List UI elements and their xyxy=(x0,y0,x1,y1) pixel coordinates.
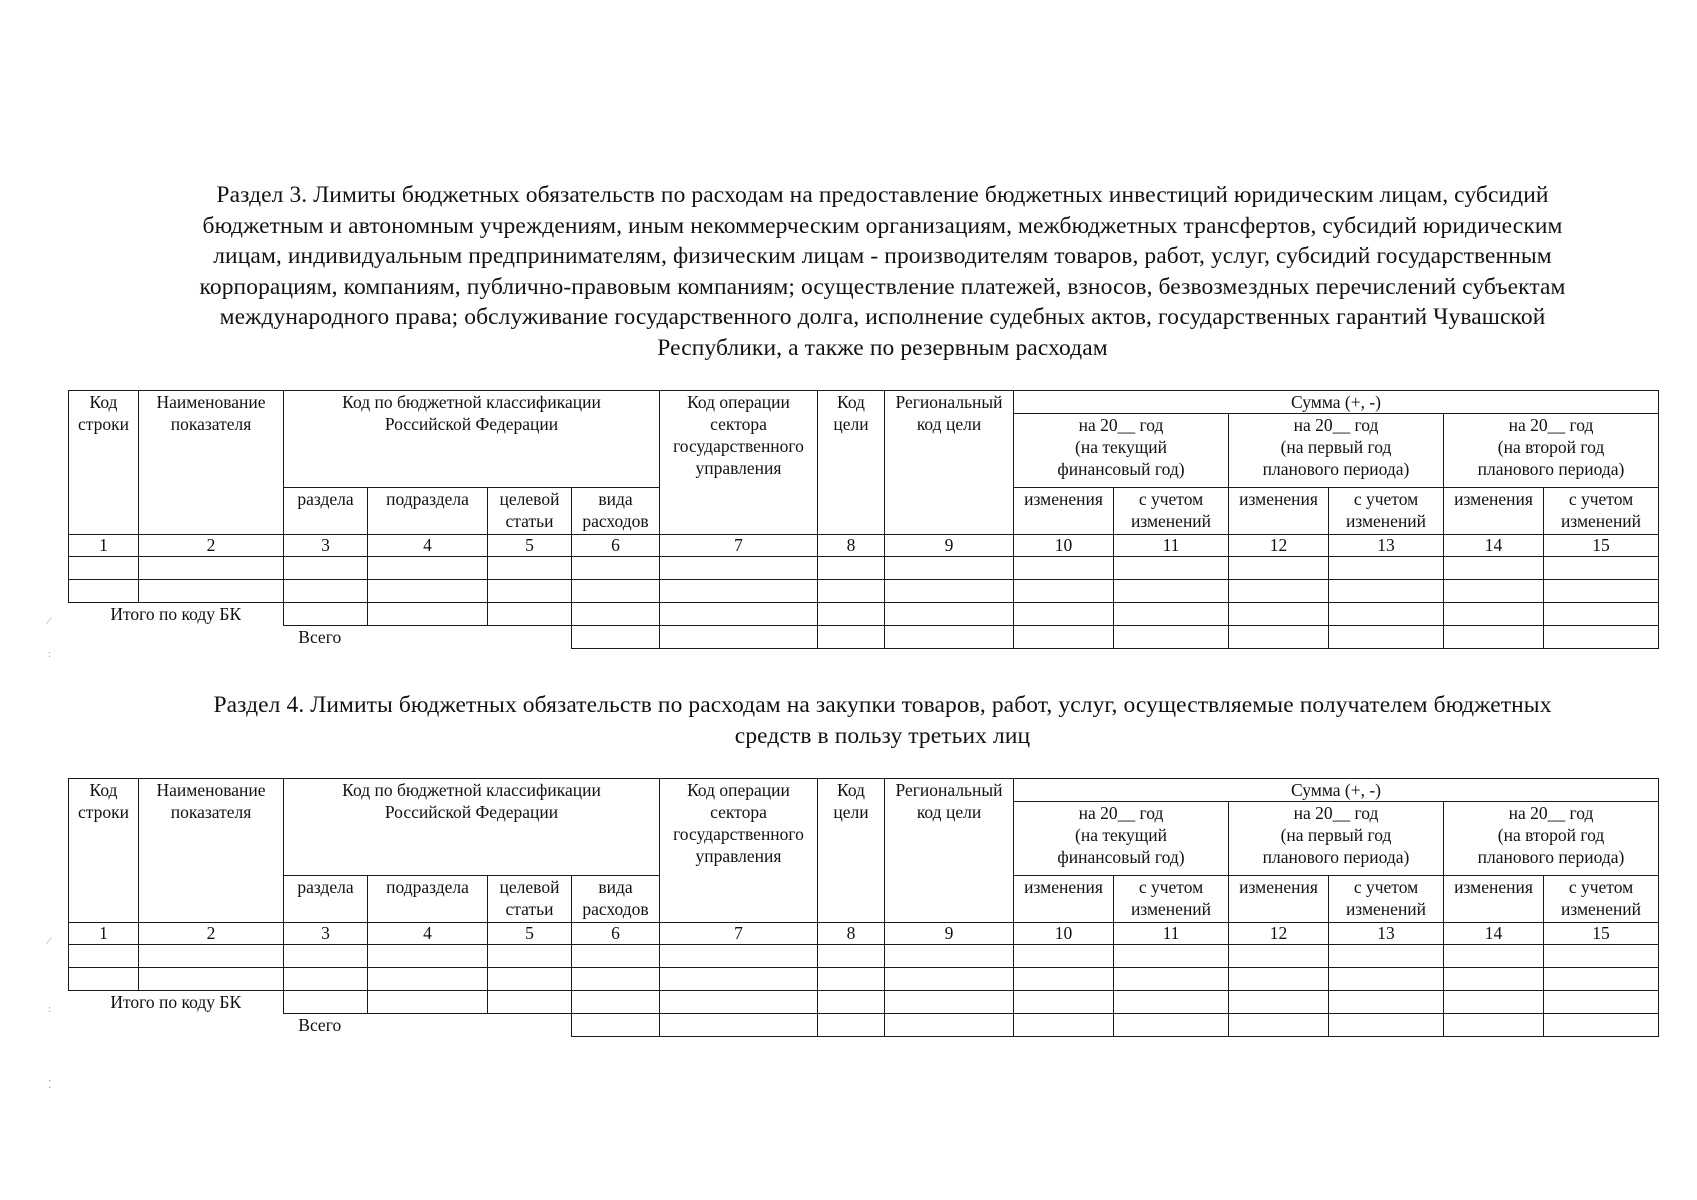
header-izmeneniya: изменения xyxy=(1229,488,1329,535)
table-cell[interactable] xyxy=(1444,1014,1544,1037)
header-text: код цели xyxy=(916,414,982,434)
table-cell[interactable] xyxy=(488,580,572,603)
header-text: Наименование xyxy=(156,780,266,800)
column-number: 14 xyxy=(1444,923,1544,945)
header-text: финансовый год) xyxy=(1057,847,1185,867)
table-cell[interactable] xyxy=(1444,626,1544,649)
table-cell[interactable] xyxy=(1229,557,1329,580)
column-number: 1 xyxy=(69,923,139,945)
header-period-current xyxy=(1014,414,1229,488)
column-number: 8 xyxy=(818,535,885,557)
header-text: изменений xyxy=(1345,899,1427,919)
table-cell[interactable] xyxy=(1544,945,1659,968)
table-cell[interactable] xyxy=(1444,557,1544,580)
header-period-first xyxy=(1229,414,1444,488)
table-cell[interactable] xyxy=(818,603,885,626)
header-izmeneniya: изменения xyxy=(1014,876,1114,923)
vsego-label: Всего xyxy=(298,1015,342,1035)
itogo-row xyxy=(69,603,1659,626)
table-cell[interactable] xyxy=(572,945,660,968)
header-text: на 20__ год xyxy=(1293,803,1379,823)
column-number: 1 xyxy=(69,535,139,557)
header-text: на 20__ год xyxy=(1508,803,1594,823)
table-cell[interactable] xyxy=(1544,603,1659,626)
header-izmeneniya: изменения xyxy=(1014,488,1114,535)
column-number: 15 xyxy=(1544,923,1659,945)
title-line: корпорациям, компаниям, публично-правовым компаниям; осуществление платежей, взносов, безвозмездных перечислений субъектам xyxy=(199,273,1566,300)
vsego-label: Всего xyxy=(298,627,342,647)
table-cell[interactable] xyxy=(1014,968,1114,991)
table-cell[interactable] xyxy=(488,991,572,1014)
section-4-table xyxy=(68,778,1659,1037)
header-text: Код xyxy=(89,392,118,412)
table-cell[interactable] xyxy=(1329,968,1444,991)
table-cell[interactable] xyxy=(885,557,1014,580)
header-text: государственного xyxy=(673,436,804,456)
header-text: цели xyxy=(833,414,869,434)
table-cell[interactable] xyxy=(488,557,572,580)
section-4-title xyxy=(105,690,1660,751)
header-text: Региональный xyxy=(895,392,1003,412)
column-number: 15 xyxy=(1544,535,1659,557)
header-kod-stroki xyxy=(69,391,139,535)
header-vida-rashodov xyxy=(572,876,660,923)
column-number-row xyxy=(69,535,1659,557)
header-razdela: раздела xyxy=(284,488,368,535)
scan-mark: ˸ xyxy=(48,1005,52,1017)
table-cell[interactable] xyxy=(1229,580,1329,603)
column-number: 6 xyxy=(572,923,660,945)
scan-mark: ⁚ xyxy=(48,1079,52,1091)
table-cell[interactable] xyxy=(1014,603,1114,626)
header-text: (на второй год xyxy=(1497,437,1605,457)
table-cell[interactable] xyxy=(1014,991,1114,1014)
column-number: 2 xyxy=(139,535,284,557)
header-text: Региональный xyxy=(895,780,1003,800)
table-row xyxy=(69,557,1659,580)
title-line: Раздел 3. Лимиты бюджетных обязательств по расходам на предоставление бюджетных инвестиций юридическим лицам, субсидий xyxy=(216,182,1549,208)
table-cell[interactable] xyxy=(368,557,488,580)
header-celevoy-stati xyxy=(488,488,572,535)
table-cell[interactable] xyxy=(1114,991,1229,1014)
table-cell[interactable] xyxy=(572,968,660,991)
table-cell[interactable] xyxy=(284,991,368,1014)
table-cell[interactable] xyxy=(1329,626,1444,649)
table-cell[interactable] xyxy=(1444,945,1544,968)
header-text: вида xyxy=(598,489,633,509)
table-cell[interactable] xyxy=(284,580,368,603)
table-cell[interactable] xyxy=(660,603,818,626)
column-number: 13 xyxy=(1329,923,1444,945)
table-cell[interactable] xyxy=(368,991,488,1014)
table-cell[interactable] xyxy=(885,968,1014,991)
header-text: показателя xyxy=(170,802,252,822)
header-text: планового периода) xyxy=(1262,459,1410,479)
table-cell[interactable] xyxy=(368,580,488,603)
table-cell[interactable] xyxy=(572,626,660,649)
header-text: расходов xyxy=(582,511,649,531)
column-number: 7 xyxy=(660,923,818,945)
header-text: строки xyxy=(78,802,129,822)
header-period-second xyxy=(1444,414,1659,488)
table-cell[interactable] xyxy=(1229,945,1329,968)
header-text: изменений xyxy=(1560,899,1642,919)
header-text: Код xyxy=(89,780,118,800)
table-row xyxy=(69,580,1659,603)
header-kod-celi xyxy=(818,779,885,923)
table-cell[interactable] xyxy=(1014,580,1114,603)
header-text: Код xyxy=(837,392,865,412)
header-naimenovanie xyxy=(139,779,284,923)
table-cell[interactable] xyxy=(139,968,284,991)
table-cell[interactable] xyxy=(1014,557,1114,580)
table-cell[interactable] xyxy=(1544,557,1659,580)
header-text: планового периода) xyxy=(1477,459,1625,479)
table-cell[interactable] xyxy=(488,603,572,626)
header-text: изменений xyxy=(1345,511,1427,531)
header-izmeneniya: изменения xyxy=(1444,488,1544,535)
column-number: 4 xyxy=(368,923,488,945)
header-summa: Сумма (+, -) xyxy=(1014,779,1659,802)
table-cell[interactable] xyxy=(1444,991,1544,1014)
column-number: 11 xyxy=(1114,535,1229,557)
header-text: с учетом xyxy=(1568,489,1634,509)
table-cell[interactable] xyxy=(885,603,1014,626)
table-cell[interactable] xyxy=(660,626,818,649)
table-row xyxy=(69,945,1659,968)
table-cell[interactable] xyxy=(69,968,139,991)
table-cell[interactable] xyxy=(488,945,572,968)
table-cell[interactable] xyxy=(572,1014,660,1037)
header-text: Российской Федерации xyxy=(384,414,559,434)
table-cell[interactable] xyxy=(1444,603,1544,626)
table-cell[interactable] xyxy=(284,968,368,991)
table-cell[interactable] xyxy=(1229,626,1329,649)
header-text: с учетом xyxy=(1353,489,1419,509)
header-text: целевой xyxy=(499,489,560,509)
column-number: 12 xyxy=(1229,923,1329,945)
title-line: международного права; обслуживание государственного долга, исполнение судебных актов, государственных гарантий Чувашской xyxy=(219,304,1546,330)
itogo-label: Итого по коду БК xyxy=(110,992,242,1012)
table-cell[interactable] xyxy=(368,945,488,968)
column-number: 14 xyxy=(1444,535,1544,557)
column-number: 5 xyxy=(488,923,572,945)
table-cell[interactable] xyxy=(1544,1014,1659,1037)
table-cell[interactable] xyxy=(885,626,1014,649)
header-period-current xyxy=(1014,802,1229,876)
table-cell[interactable] xyxy=(488,968,572,991)
table-cell[interactable] xyxy=(1444,580,1544,603)
table-cell[interactable] xyxy=(818,557,885,580)
header-text: целевой xyxy=(499,877,560,897)
header-text: код цели xyxy=(916,802,982,822)
table-cell[interactable] xyxy=(660,945,818,968)
table-cell[interactable] xyxy=(1114,968,1229,991)
table-cell[interactable] xyxy=(818,1014,885,1037)
header-text: изменений xyxy=(1130,511,1212,531)
header-text: Код по бюджетной классификации xyxy=(342,392,601,412)
table-cell[interactable] xyxy=(818,968,885,991)
itogo-row xyxy=(69,991,1659,1014)
column-number: 3 xyxy=(284,923,368,945)
header-s-uchetom xyxy=(1544,876,1659,923)
header-text: сектора xyxy=(710,414,767,434)
table-cell[interactable] xyxy=(818,991,885,1014)
header-text: Код операции xyxy=(687,392,790,412)
header-izmeneniya: изменения xyxy=(1444,876,1544,923)
header-text: изменений xyxy=(1130,899,1212,919)
table-cell[interactable] xyxy=(572,991,660,1014)
column-number: 9 xyxy=(885,923,1014,945)
column-number: 8 xyxy=(818,923,885,945)
header-text: с учетом xyxy=(1353,877,1419,897)
header-text: Наименование xyxy=(156,392,266,412)
itogo-label: Итого по коду БК xyxy=(110,604,242,624)
table-cell[interactable] xyxy=(1329,603,1444,626)
scan-mark: ⁄ xyxy=(48,615,50,627)
table-cell[interactable] xyxy=(1114,945,1229,968)
header-text: (на первый год xyxy=(1280,437,1392,457)
table-cell[interactable] xyxy=(1014,945,1114,968)
header-text: статьи xyxy=(505,899,554,919)
table-cell[interactable] xyxy=(139,557,284,580)
table-cell[interactable] xyxy=(1329,945,1444,968)
table-cell[interactable] xyxy=(1014,626,1114,649)
table-cell[interactable] xyxy=(572,603,660,626)
table-cell[interactable] xyxy=(660,991,818,1014)
header-podrazdela: подраздела xyxy=(368,876,488,923)
header-text: планового периода) xyxy=(1477,847,1625,867)
header-text: цели xyxy=(833,802,869,822)
header-text: строки xyxy=(78,414,129,434)
table-cell[interactable] xyxy=(1544,991,1659,1014)
table-cell[interactable] xyxy=(1444,968,1544,991)
header-text: финансовый год) xyxy=(1057,459,1185,479)
column-number: 12 xyxy=(1229,535,1329,557)
header-text: (на текущий xyxy=(1075,437,1167,457)
header-text: Код xyxy=(837,780,865,800)
vsego-row xyxy=(69,1014,1659,1037)
header-text: с учетом xyxy=(1138,877,1204,897)
header-kod-celi xyxy=(818,391,885,535)
header-text: планового периода) xyxy=(1262,847,1410,867)
column-number: 4 xyxy=(368,535,488,557)
header-text: показателя xyxy=(170,414,252,434)
table-cell[interactable] xyxy=(818,626,885,649)
header-summa: Сумма (+, -) xyxy=(1014,391,1659,414)
header-text: Код по бюджетной классификации xyxy=(342,780,601,800)
column-number: 7 xyxy=(660,535,818,557)
table-cell[interactable] xyxy=(885,1014,1014,1037)
header-celevoy-stati xyxy=(488,876,572,923)
table-cell[interactable] xyxy=(1114,626,1229,649)
table-cell[interactable] xyxy=(1014,1014,1114,1037)
table-cell[interactable] xyxy=(1229,1014,1329,1037)
table-cell[interactable] xyxy=(1229,991,1329,1014)
scan-mark: ⁄ xyxy=(48,935,50,947)
header-text: (на первый год xyxy=(1280,825,1392,845)
header-text: вида xyxy=(598,877,633,897)
table-cell[interactable] xyxy=(284,945,368,968)
table-cell[interactable] xyxy=(660,1014,818,1037)
header-text: расходов xyxy=(582,899,649,919)
header-text: на 20__ год xyxy=(1508,415,1594,435)
table-cell[interactable] xyxy=(1329,1014,1444,1037)
table-cell[interactable] xyxy=(660,557,818,580)
column-number: 10 xyxy=(1014,923,1114,945)
vsego-row xyxy=(69,626,1659,649)
header-kod-operacii xyxy=(660,779,818,923)
title-line: Республики, а также по резервным расходам xyxy=(657,334,1108,361)
header-s-uchetom xyxy=(1114,488,1229,535)
table-cell[interactable] xyxy=(1329,991,1444,1014)
table-cell[interactable] xyxy=(818,945,885,968)
table-cell[interactable] xyxy=(1329,580,1444,603)
table-cell[interactable] xyxy=(660,968,818,991)
header-s-uchetom xyxy=(1329,876,1444,923)
header-kod-stroki xyxy=(69,779,139,923)
header-podrazdela: подраздела xyxy=(368,488,488,535)
header-text: (на текущий xyxy=(1075,825,1167,845)
table-cell[interactable] xyxy=(284,557,368,580)
table-cell[interactable] xyxy=(1114,557,1229,580)
table-row xyxy=(69,968,1659,991)
table-cell[interactable] xyxy=(139,580,284,603)
table-cell[interactable] xyxy=(660,580,818,603)
title-line: Раздел 4. Лимиты бюджетных обязательств по расходам на закупки товаров, работ, услуг, осуществляемые получателем бюджетных xyxy=(213,692,1552,718)
header-text: на 20__ год xyxy=(1293,415,1379,435)
header-kod-bk xyxy=(284,391,660,488)
table-cell[interactable] xyxy=(1114,1014,1229,1037)
table-cell[interactable] xyxy=(1229,968,1329,991)
table-cell[interactable] xyxy=(139,945,284,968)
section-3-table xyxy=(68,390,1659,649)
header-text: сектора xyxy=(710,802,767,822)
table-cell[interactable] xyxy=(1544,626,1659,649)
section-3-title xyxy=(105,180,1660,363)
header-text: на 20__ год xyxy=(1078,803,1164,823)
column-number: 10 xyxy=(1014,535,1114,557)
table-cell[interactable] xyxy=(69,945,139,968)
table-cell[interactable] xyxy=(1229,603,1329,626)
header-text: с учетом xyxy=(1568,877,1634,897)
table-cell[interactable] xyxy=(284,603,368,626)
scan-mark: ˸ xyxy=(48,650,52,662)
header-izmeneniya: изменения xyxy=(1229,876,1329,923)
header-kod-operacii xyxy=(660,391,818,535)
header-s-uchetom xyxy=(1114,876,1229,923)
table-cell[interactable] xyxy=(1544,580,1659,603)
column-number: 9 xyxy=(885,535,1014,557)
table-cell[interactable] xyxy=(1114,580,1229,603)
header-text: Российской Федерации xyxy=(384,802,559,822)
table-cell[interactable] xyxy=(368,603,488,626)
table-cell[interactable] xyxy=(368,968,488,991)
header-text: изменений xyxy=(1560,511,1642,531)
header-kod-bk xyxy=(284,779,660,876)
column-number: 6 xyxy=(572,535,660,557)
table-cell[interactable] xyxy=(69,580,139,603)
column-number: 5 xyxy=(488,535,572,557)
table-cell[interactable] xyxy=(572,580,660,603)
header-s-uchetom xyxy=(1329,488,1444,535)
header-period-second xyxy=(1444,802,1659,876)
table-cell[interactable] xyxy=(885,945,1014,968)
table-cell[interactable] xyxy=(1114,603,1229,626)
title-line: средств в пользу третьих лиц xyxy=(734,722,1031,749)
title-line: бюджетным и автономным учреждениям, иным некоммерческим организациям, межбюджетных трансфертов, субсидий юридическим xyxy=(202,212,1563,239)
header-text: с учетом xyxy=(1138,489,1204,509)
header-text: статьи xyxy=(505,511,554,531)
header-text: Код операции xyxy=(687,780,790,800)
table-cell[interactable] xyxy=(885,991,1014,1014)
header-s-uchetom xyxy=(1544,488,1659,535)
column-number: 13 xyxy=(1329,535,1444,557)
header-text: управления xyxy=(695,458,782,478)
table-cell[interactable] xyxy=(1544,968,1659,991)
header-naimenovanie xyxy=(139,391,284,535)
header-text: государственного xyxy=(673,824,804,844)
table-cell[interactable] xyxy=(818,580,885,603)
header-regionalny-kod xyxy=(885,391,1014,535)
header-vida-rashodov xyxy=(572,488,660,535)
header-regionalny-kod xyxy=(885,779,1014,923)
header-razdela: раздела xyxy=(284,876,368,923)
table-cell[interactable] xyxy=(69,557,139,580)
title-line: лицам, индивидуальным предпринимателям, физическим лицам - производителям товаров, работ, услуг, субсидий государственным xyxy=(213,243,1552,269)
column-number: 3 xyxy=(284,535,368,557)
header-text: на 20__ год xyxy=(1078,415,1164,435)
header-text: (на второй год xyxy=(1497,825,1605,845)
header-text: управления xyxy=(695,846,782,866)
table-cell[interactable] xyxy=(1329,557,1444,580)
table-cell[interactable] xyxy=(885,580,1014,603)
header-period-first xyxy=(1229,802,1444,876)
table-cell[interactable] xyxy=(572,557,660,580)
column-number-row xyxy=(69,923,1659,945)
column-number: 11 xyxy=(1114,923,1229,945)
column-number: 2 xyxy=(139,923,284,945)
